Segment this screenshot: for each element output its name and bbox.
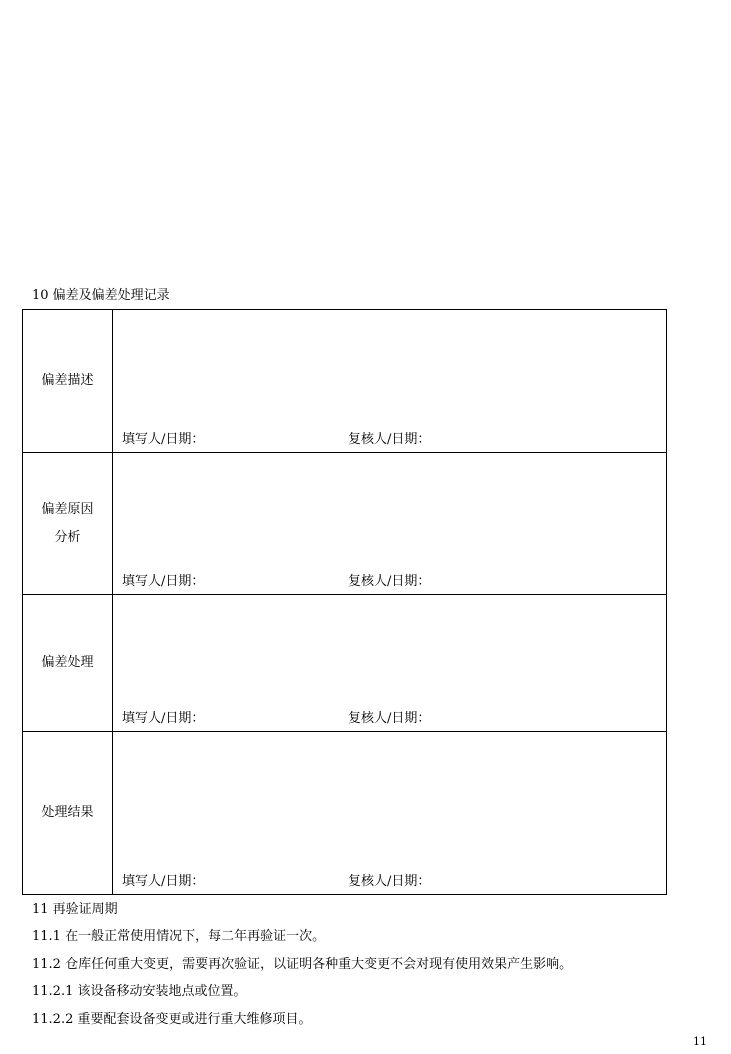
revalidation-item: 11.2.2 重要配套设备变更或进行重大维修项目。 — [32, 1011, 312, 1027]
section-title: 10 偏差及偏差处理记录 — [32, 288, 170, 303]
filler-date-label: 填写人/日期： — [122, 874, 205, 889]
deviation-description-content[interactable] — [113, 310, 667, 453]
row-label-cell — [23, 595, 113, 732]
deviation-cause-analysis-content[interactable] — [113, 453, 667, 595]
signature-row — [122, 432, 642, 448]
row-label-cell — [23, 310, 113, 453]
deviation-handling-content[interactable] — [113, 595, 667, 732]
table-row — [23, 595, 667, 732]
revalidation-item: 11.2.1 该设备移动安装地点或位置。 — [32, 984, 247, 1000]
deviation-handling-label: 偏差处理 — [41, 655, 94, 670]
row-label-cell — [23, 732, 113, 895]
reviewer-date-label: 复核人/日期： — [348, 432, 431, 447]
deviation-record-table — [22, 309, 667, 895]
table-row — [23, 310, 667, 453]
signature-row — [122, 874, 642, 890]
revalidation-item: 11.1 在一般正常使用情况下，每二年再验证一次。 — [32, 929, 326, 945]
reviewer-date-label: 复核人/日期： — [348, 574, 431, 589]
page-number: 11 — [693, 1035, 707, 1048]
revalidation-heading: 11 再验证周期 — [32, 902, 118, 917]
reviewer-date-label: 复核人/日期： — [348, 711, 431, 726]
filler-date-label: 填写人/日期： — [122, 432, 205, 447]
table-row — [23, 453, 667, 595]
filler-date-label: 填写人/日期： — [122, 574, 205, 589]
handling-result-label: 处理结果 — [41, 805, 94, 820]
revalidation-item: 11.2 仓库任何重大变更，需要再次验证，以证明各种重大变更不会对现有使用效果产生影响。 — [32, 956, 573, 972]
handling-result-content[interactable] — [113, 732, 667, 895]
signature-row — [122, 711, 642, 727]
deviation-description-label: 偏差描述 — [41, 373, 94, 388]
filler-date-label: 填写人/日期： — [122, 711, 205, 726]
deviation-cause-analysis-label: 偏差原因分析 — [41, 501, 94, 545]
table-row — [23, 732, 667, 895]
reviewer-date-label: 复核人/日期： — [348, 874, 431, 889]
signature-row — [122, 574, 642, 590]
row-label-cell — [23, 453, 113, 595]
revalidation-section — [32, 902, 712, 1039]
